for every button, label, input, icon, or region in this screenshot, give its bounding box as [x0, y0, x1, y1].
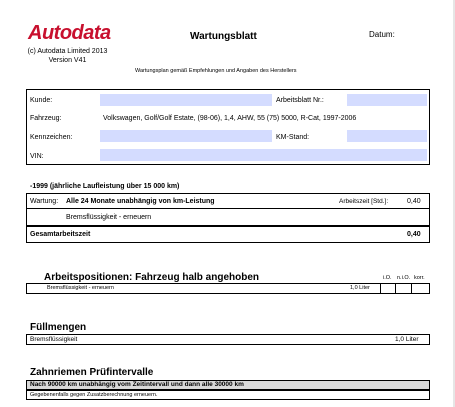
- page-title: Wartungsblatt: [190, 31, 257, 42]
- vin-field[interactable]: [100, 149, 427, 161]
- work-time-value: 0,40: [407, 198, 421, 205]
- fluid-qty: 1,0 Liter: [395, 336, 419, 343]
- belt-heading: Zahnriemen Prüfintervalle: [30, 367, 154, 378]
- sheet-no-field[interactable]: [347, 94, 427, 106]
- autodata-logo: [28, 22, 116, 44]
- col-not-ok: n.i.O.: [397, 275, 411, 281]
- vin-label: VIN:: [30, 153, 44, 160]
- total-value: 0,40: [407, 231, 421, 238]
- col-ok: i.O.: [383, 275, 392, 281]
- fluid-item: Bremsflüssigkeit: [30, 336, 78, 343]
- positions-heading: Arbeitspositionen: Fahrzeug halb angehoben: [44, 272, 260, 283]
- fluids-heading: Füllmengen: [30, 322, 87, 333]
- version-line: Version V41: [48, 57, 87, 64]
- position-item: Bremsflüssigkeit - erneuern: [47, 285, 114, 291]
- col-corrected: korr.: [414, 275, 425, 281]
- customer-label: Kunde:: [30, 97, 53, 104]
- vehicle-label: Fahrzeug:: [30, 115, 62, 122]
- service-heading: -1999 (jährliche Laufleistung über 15 000 km): [30, 183, 180, 190]
- plate-field[interactable]: [100, 130, 272, 142]
- logo-text: Autodata: [28, 22, 111, 44]
- service-interval: Alle 24 Monate unabhängig von km-Leistung: [66, 198, 215, 205]
- copyright-line: (c) Autodata Limited 2013: [27, 48, 108, 55]
- vehicle-value: Volkswagen, Golf/Golf Estate, (98-06), 1,4, AHW, 55 (75) 5000, R-Cat, 1997-2006: [103, 115, 357, 122]
- divider: [26, 225, 430, 227]
- fluids-row: [26, 334, 430, 345]
- plate-label: Kennzeichen:: [30, 134, 73, 141]
- subtitle: Wartungsplan gemäß Empfehlungen und Angaben des Herstellers: [135, 68, 297, 74]
- km-label: KM-Stand:: [276, 134, 310, 141]
- copyright-block: [20, 47, 115, 65]
- col-divider: [380, 283, 381, 294]
- customer-field[interactable]: [100, 94, 272, 106]
- work-label: Wartung:: [30, 198, 59, 205]
- belt-interval: Nach 90000 km unabhängig vom Zeitintervall und dann alle 30000 km: [30, 381, 244, 388]
- divider: [26, 208, 430, 209]
- belt-note: Gegebenenfalls gegen Zusatzberechnung erneuern.: [30, 392, 158, 398]
- date-label: Datum:: [369, 30, 395, 39]
- position-qty: 1,0 Liter: [350, 285, 370, 291]
- total-label: Gesamtarbeitszeit: [30, 231, 91, 238]
- sheet-no-label: Arbeitsblatt Nr.:: [276, 97, 324, 104]
- service-item: Bremsflüssigkeit - erneuern: [66, 214, 152, 221]
- work-time-label: Arbeitszeit [Std.]:: [339, 198, 389, 205]
- col-divider: [395, 283, 396, 294]
- km-field[interactable]: [347, 130, 427, 142]
- col-divider: [411, 283, 412, 294]
